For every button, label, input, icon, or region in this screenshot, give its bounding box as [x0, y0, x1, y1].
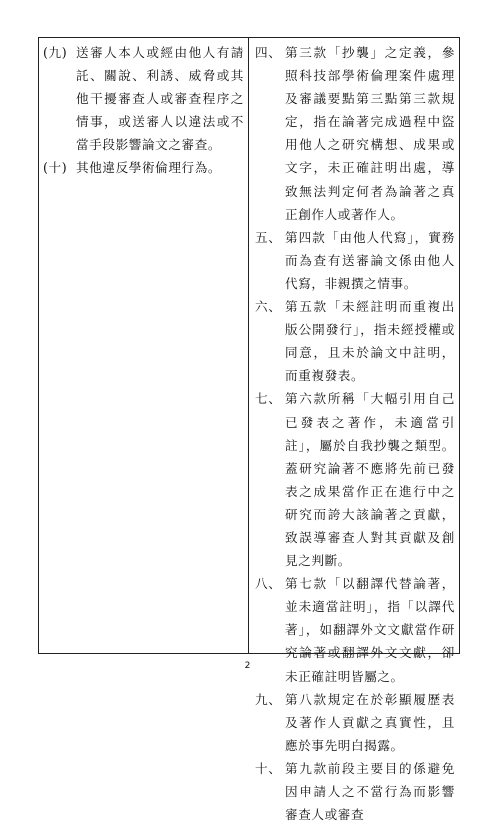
item-text: 第九款前段主要目的係避免因申請人之不當行為而影響審查人或審查 — [285, 760, 455, 823]
right-item-6 — [255, 295, 455, 387]
item-text: 第三款「抄襲」之定義，參照科技部學術倫理案件處理及審議要點第三點第三款規定，指在論著完成過程中盜用他人之研究構想、成果或文字，未正確註明出處，導致無法判定何者為論著之真正創作人或著作人。 — [285, 45, 455, 222]
left-item-9 — [43, 41, 244, 156]
right-item-4 — [255, 41, 455, 226]
item-text: 第五款「未經註明而重複出版公開發行」，指未經授權或同意，且未於論文中註明，而重複發表。 — [285, 299, 455, 384]
item-number: (十) — [43, 160, 68, 176]
right-column — [249, 38, 459, 823]
item-number: 六、 — [255, 299, 282, 315]
right-item-10 — [255, 757, 455, 826]
item-number: 十、 — [255, 760, 282, 776]
item-number: 九、 — [255, 691, 282, 707]
regulation-table — [38, 37, 460, 823]
item-text: 第四款「由他人代寫」，實務而為查有送審論文係由他人代寫，非親撰之情事。 — [285, 229, 455, 291]
left-item-10 — [43, 156, 244, 179]
right-item-7 — [255, 387, 455, 572]
right-item-9 — [255, 688, 455, 757]
item-number: 四、 — [255, 45, 282, 60]
item-number: 七、 — [255, 391, 282, 407]
item-text: 第八款規定在於彰顯履歷表及著作人貢獻之真實性，且應於事先明白揭露。 — [285, 691, 455, 753]
page-number: 2 — [244, 661, 251, 671]
item-text: 第六款所稱「大幅引用自己已發表之著作，未適當引註」，屬於自我抄襲之類型。蓋研究論著不應將先前已發表之成果當作正在進行中之研究而誇大該論著之貢獻，致誤導審查人對其貢獻及創見之判斷。 — [285, 391, 455, 569]
item-text: 其他違反學術倫理行為。 — [76, 160, 222, 176]
item-number: 五、 — [255, 229, 282, 245]
right-item-5 — [255, 226, 455, 295]
item-number: (九) — [43, 45, 68, 60]
item-text: 第七款「以翻譯代替論著，並未適當註明」，指「以譯代著」，如翻譯外文文獻當作研究論著或翻譯外文文獻，卻未正確註明皆屬之。 — [285, 576, 455, 684]
item-number: 八、 — [255, 576, 282, 592]
item-text: 送審人本人或經由他人有請託、關說、利誘、威脅或其他干擾審查人或審查程序之情事，或送審人以違法或不當手段影響論文之審查。 — [76, 45, 244, 153]
left-column — [39, 38, 249, 653]
